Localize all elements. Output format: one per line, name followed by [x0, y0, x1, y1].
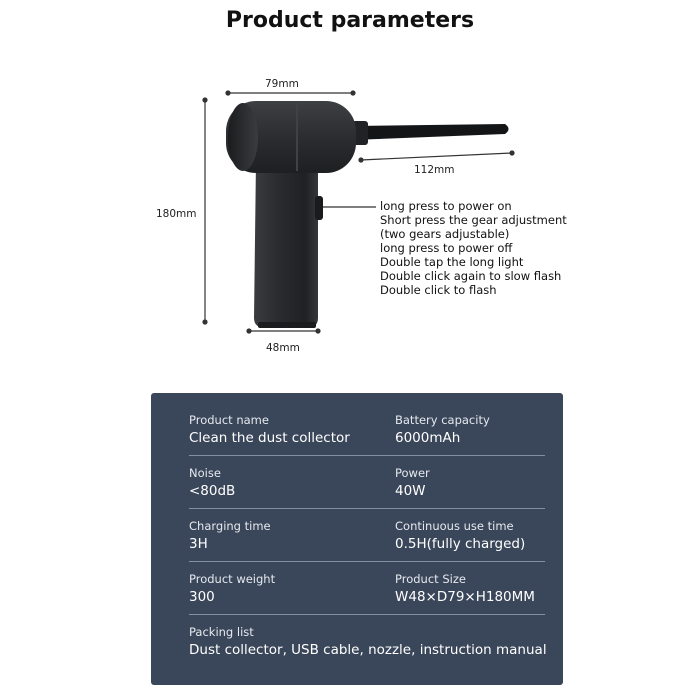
dim-height-label: 180mm — [156, 208, 197, 220]
spec-label: Continuous use time — [395, 519, 514, 533]
nozzle — [352, 124, 509, 140]
spec-value: 40W — [395, 483, 426, 499]
spec-value: Dust collector, USB cable, nozzle, instruction manual — [189, 642, 547, 658]
spec-label: Packing list — [189, 625, 254, 639]
spec-battery-capacity — [395, 413, 490, 446]
dim-width-label: 79mm — [265, 78, 299, 90]
spec-value: <80dB — [189, 483, 236, 499]
spec-label: Noise — [189, 466, 221, 480]
spec-power — [395, 466, 430, 499]
spec-label: Power — [395, 466, 430, 480]
dim-base-label: 48mm — [266, 342, 300, 354]
spec-value: W48×D79×H180MM — [395, 589, 535, 605]
spec-packing-list — [189, 625, 547, 658]
instruction-line: Double click again to slow flash — [380, 269, 562, 283]
spec-value: 6000mAh — [395, 430, 461, 446]
spec-product-size — [395, 572, 535, 605]
spec-label: Battery capacity — [395, 413, 490, 427]
spec-label: Product Size — [395, 572, 466, 586]
row-divider — [189, 561, 545, 562]
instruction-line: Double tap the long light — [380, 255, 524, 269]
power-button-graphic — [315, 196, 323, 220]
device-handle — [254, 160, 318, 328]
dim-nozzle-label: 112mm — [414, 164, 455, 176]
instruction-line: (two gears adjustable) — [380, 227, 510, 241]
spec-continuous-use-time — [395, 519, 525, 552]
spec-label: Product name — [189, 413, 269, 427]
instruction-line: long press to power on — [380, 199, 512, 213]
spec-value: 3H — [189, 536, 208, 552]
spec-product-name — [189, 413, 350, 446]
spec-product-weight — [189, 572, 275, 605]
button-instructions — [380, 199, 567, 297]
page-title: Product parameters — [225, 8, 475, 33]
spec-value: 300 — [189, 589, 215, 605]
spec-label: Charging time — [189, 519, 271, 533]
row-divider — [189, 614, 545, 615]
spec-noise — [189, 466, 235, 499]
spec-panel — [151, 393, 563, 685]
spec-value: 0.5H(fully charged) — [395, 536, 526, 552]
spec-label: Product weight — [189, 572, 276, 586]
spec-charging-time — [189, 519, 271, 552]
spec-value: Clean the dust collector — [189, 430, 350, 446]
instruction-line: Short press the gear adjustment — [380, 213, 567, 227]
row-divider — [189, 508, 545, 509]
instruction-line: long press to power off — [380, 241, 513, 255]
row-divider — [189, 455, 545, 456]
instruction-line: Double click to flash — [380, 283, 497, 297]
